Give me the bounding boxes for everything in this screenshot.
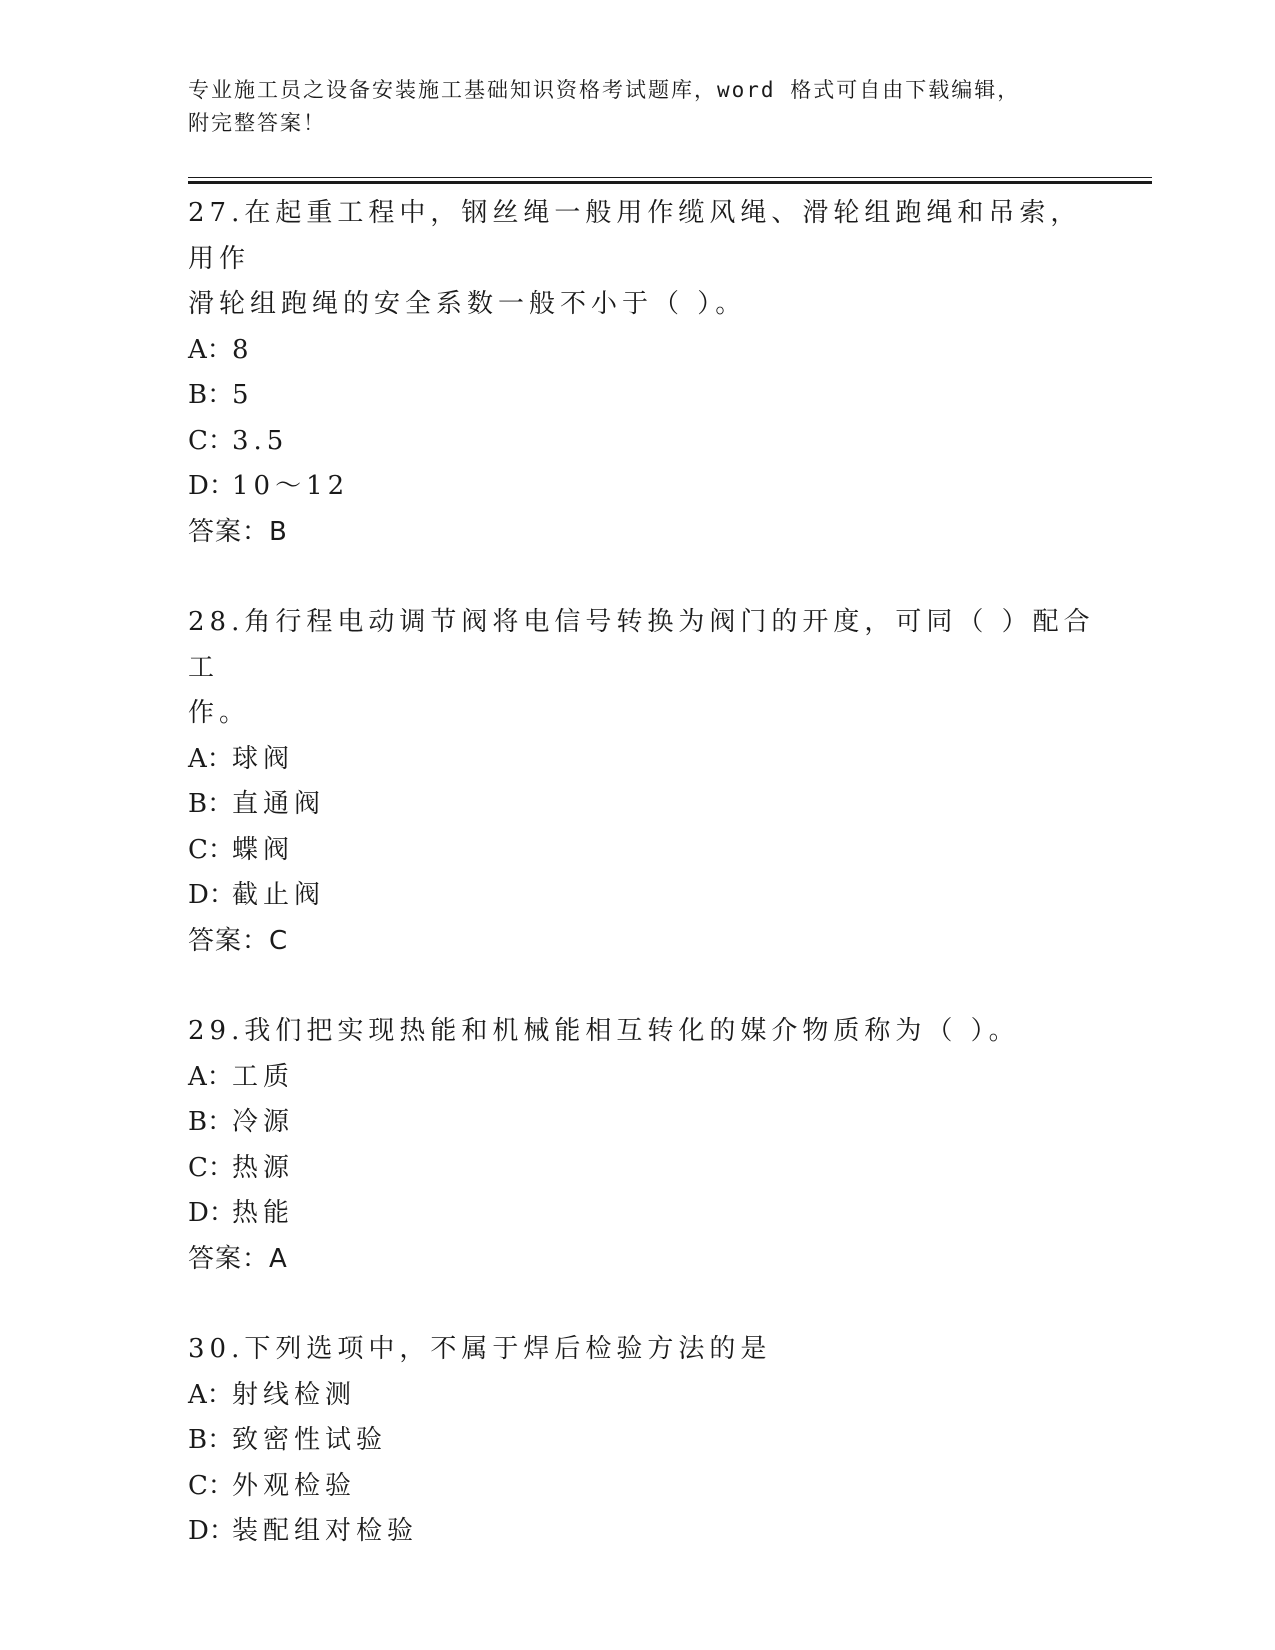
option-c: [188, 1146, 1108, 1192]
option-text: 热源: [232, 1152, 295, 1183]
option-d: [188, 873, 1108, 919]
option-key: D：: [188, 1198, 235, 1228]
option-a: [188, 1055, 1108, 1101]
option-b: [188, 782, 1108, 828]
question-stem: [188, 1327, 1108, 1373]
question-list: [188, 191, 1108, 1600]
question-29: [188, 1009, 1108, 1282]
header-divider-thin: [188, 177, 1152, 178]
answer-line: 答案：B: [188, 516, 288, 547]
option-key: A：: [188, 334, 233, 365]
answer-line: 答案：C: [188, 925, 289, 956]
option-text: 球阀: [232, 743, 295, 774]
option-text: 蝶阀: [232, 834, 295, 865]
option-key: A：: [188, 1061, 233, 1092]
option-text: 8: [232, 334, 254, 365]
option-b: [188, 1418, 1108, 1464]
question-28: [188, 600, 1108, 964]
option-c: [188, 419, 1108, 465]
question-stem-line: 30.下列选项中，不属于焊后检验方法的是: [188, 1334, 772, 1364]
option-text: 装配组对检验: [232, 1516, 419, 1546]
option-text: 冷源: [232, 1107, 295, 1137]
option-d: [188, 1191, 1108, 1237]
option-c: [188, 1464, 1108, 1510]
option-key: C：: [188, 425, 234, 456]
option-key: D：: [188, 880, 235, 910]
option-key: C：: [188, 834, 234, 865]
question-stem: [188, 1009, 1108, 1055]
question-stem-line: 作。: [188, 698, 251, 728]
option-key: B：: [188, 380, 234, 410]
option-key: B：: [188, 1107, 234, 1137]
option-d: [188, 1509, 1108, 1555]
option-text: 致密性试验: [232, 1425, 388, 1455]
option-a: [188, 737, 1108, 783]
question-stem-line: 29.我们把实现热能和机械能相互转化的媒介物质称为（ ）。: [188, 1016, 1020, 1046]
question-30: [188, 1327, 1108, 1555]
option-text: 10～12: [232, 471, 350, 501]
option-text: 直通阀: [232, 789, 326, 819]
question-stem: [188, 600, 1108, 737]
header-line-1: 专业施工员之设备安装施工基础知识资格考试题库，word 格式可自由下载编辑，: [188, 78, 1021, 102]
option-key: D：: [188, 1516, 235, 1546]
document-header: [188, 74, 1108, 140]
question-stem-line: 27.在起重工程中，钢丝绳一般用作缆风绳、滑轮组跑绳和吊索，用作: [188, 198, 1082, 274]
option-text: 射线检测: [232, 1379, 357, 1410]
option-key: C：: [188, 1470, 234, 1501]
answer-line: 答案：A: [188, 1243, 288, 1274]
option-text: 外观检验: [232, 1470, 357, 1501]
option-a: [188, 1373, 1108, 1419]
option-text: 截止阀: [232, 880, 326, 910]
option-key: A：: [188, 1379, 233, 1410]
option-key: A：: [188, 743, 233, 774]
option-b: [188, 373, 1108, 419]
option-key: D：: [188, 471, 235, 501]
option-text: 热能: [232, 1198, 295, 1228]
question-stem-line: 28.角行程电动调节阀将电信号转换为阀门的开度，可同（ ）配合工: [188, 607, 1095, 683]
option-key: B：: [188, 1425, 234, 1455]
option-text: 3.5: [232, 425, 289, 456]
option-a: [188, 328, 1108, 374]
option-key: B：: [188, 789, 234, 819]
option-b: [188, 1100, 1108, 1146]
option-text: 工质: [232, 1061, 295, 1092]
option-text: 5: [232, 380, 254, 410]
question-stem-line: 滑轮组跑绳的安全系数一般不小于（ ）。: [188, 289, 747, 319]
option-c: [188, 828, 1108, 874]
header-line-2: 附完整答案！: [188, 111, 326, 135]
question-27: [188, 191, 1108, 555]
option-key: C：: [188, 1152, 234, 1183]
question-stem: [188, 191, 1108, 328]
header-divider-thick: [188, 181, 1152, 184]
option-d: [188, 464, 1108, 510]
